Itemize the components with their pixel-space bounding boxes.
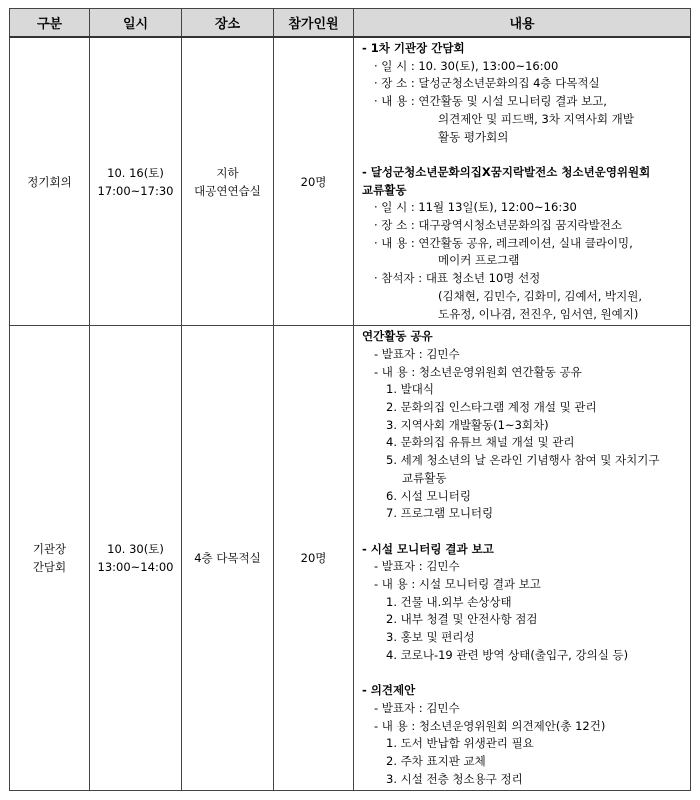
section-heading: 교류활동	[362, 182, 407, 197]
date-text: 10. 30(토)	[107, 542, 164, 557]
header-content: 내용	[354, 9, 691, 38]
content-line: - 내 용 : 청소년운영위원회 의견제안(총 12건)	[374, 718, 606, 733]
category-cell	[10, 37, 90, 326]
table-header-row	[10, 9, 691, 38]
attendees-cell	[274, 37, 354, 326]
section-heading: 연간활동 공유	[362, 329, 433, 344]
date-text: 10. 16(토)	[107, 165, 164, 180]
attendees-text: 20명	[300, 551, 327, 566]
content-line: 2. 문화의집 인스타그램 계정 개설 및 관리	[386, 400, 597, 415]
header-category: 구분	[10, 9, 90, 38]
content-line: 의견제안 및 피드백, 3차 지역사회 개발	[438, 111, 634, 126]
content-line: - 발표자 : 김민수	[374, 559, 460, 574]
spacer-line	[362, 665, 686, 683]
spacer-line	[362, 523, 686, 541]
category-cell	[10, 326, 90, 791]
content-line: · 장 소 : 달성군청소년문화의집 4층 다목적실	[374, 76, 600, 91]
document-page	[9, 8, 690, 791]
header-attendees: 참가인원	[274, 9, 354, 38]
content-lines	[362, 40, 686, 323]
content-line: - 발표자 : 김민수	[374, 700, 460, 715]
spacer-line	[362, 146, 686, 164]
content-line: - 발표자 : 김민수	[374, 346, 460, 361]
content-line: · 내 용 : 연간활동 공유, 레크레이션, 실내 클라이밍,	[374, 235, 633, 250]
content-line: · 일 시 : 10. 30(토), 13:00~16:00	[374, 58, 559, 73]
table-row	[10, 326, 691, 791]
date-cell	[90, 326, 182, 791]
category-text: 기관장	[32, 542, 67, 557]
section-heading: - 의견제안	[362, 683, 416, 698]
content-line: 1. 발대식	[386, 382, 434, 397]
section-heading: - 달성군청소년문화의집X꿈지락발전소 청소년운영위원회	[362, 164, 651, 179]
content-line: 2. 내부 청결 및 안전사항 점검	[386, 612, 538, 627]
content-cell	[354, 326, 691, 791]
content-line: - 내 용 : 시설 모니터링 결과 보고	[374, 577, 541, 592]
place-text: 4층 다목적실	[194, 551, 261, 566]
content-line: 4. 문화의집 유튜브 채널 개설 및 관리	[386, 435, 575, 450]
content-line: · 내 용 : 연간활동 및 시설 모니터링 결과 보고,	[374, 94, 607, 109]
attendees-text: 20명	[300, 174, 327, 189]
content-line: · 참석자 : 대표 청소년 10명 선정	[374, 271, 541, 286]
content-line: · 일 시 : 11월 13일(토), 12:00~16:30	[374, 200, 577, 215]
content-line: 3. 지역사회 개발활동(1~3회차)	[386, 417, 549, 432]
time-text: 13:00~14:00	[97, 560, 174, 575]
content-lines	[362, 328, 686, 788]
meeting-table	[9, 8, 691, 791]
content-line: 1. 도서 반납함 위생관리 필요	[386, 736, 534, 751]
place-text: 지하	[216, 165, 239, 180]
time-text: 17:00~17:30	[97, 183, 174, 198]
content-line: 교류활동	[402, 470, 447, 485]
content-line: 3. 홍보 및 편리성	[386, 630, 475, 645]
content-line: 활동 평가회의	[438, 129, 509, 144]
content-line: 1. 건물 내.외부 손상상태	[386, 594, 512, 609]
content-line: 2. 주차 표지판 교체	[386, 754, 486, 769]
content-line: 도유정, 이나겸, 전진우, 임서연, 원예지)	[438, 306, 639, 321]
attendees-cell	[274, 326, 354, 791]
category-text: 간담회	[32, 560, 67, 575]
content-line: (김채현, 김민수, 김화미, 김예서, 박지원,	[438, 288, 643, 303]
place-text: 대공연연습실	[194, 183, 261, 198]
header-place: 장소	[182, 9, 274, 38]
content-line: 메이커 프로그램	[438, 253, 520, 268]
content-line: · 장 소 : 대구광역시청소년문화의집 꿈지락발전소	[374, 218, 622, 233]
content-line: 6. 시설 모니터링	[386, 488, 471, 503]
section-heading: - 1차 기관장 간담회	[362, 41, 465, 55]
content-line: 4. 코로나-19 관련 방역 상태(출입구, 강의실 등)	[386, 647, 629, 662]
header-date: 일시	[90, 9, 182, 38]
content-line: 7. 프로그램 모니터링	[386, 506, 494, 521]
date-cell	[90, 37, 182, 326]
table-row	[10, 37, 691, 326]
category-text: 정기회의	[27, 174, 72, 189]
content-line: - 내 용 : 청소년운영위원회 연간활동 공유	[374, 364, 582, 379]
place-cell	[182, 37, 274, 326]
content-cell	[354, 37, 691, 326]
content-line: 3. 시설 전층 청소용구 정리	[386, 771, 523, 786]
content-line: 5. 세계 청소년의 날 온라인 기념행사 참여 및 자치기구	[386, 453, 660, 468]
section-heading: - 시설 모니터링 결과 보고	[362, 541, 494, 556]
place-cell	[182, 326, 274, 791]
